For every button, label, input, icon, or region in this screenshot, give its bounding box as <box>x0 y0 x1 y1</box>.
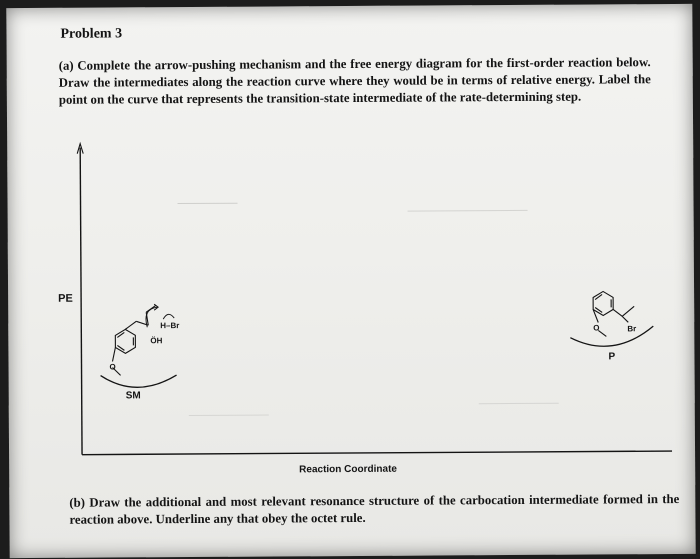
part-b-instructions: (b) Draw the additional and most relevant resonance structure of the carbocation intermediate formed in the reaction above. Underline any that obey the octet rule. <box>69 491 680 527</box>
product-energy-curve <box>570 326 653 346</box>
sm-benzene-ring <box>115 329 135 353</box>
sm-energy-curve <box>101 375 177 387</box>
worksheet-page <box>6 4 695 558</box>
part-a-instructions: (a) Complete the arrow-pushing mechanism and the free energy diagram for the first-order reaction below. Draw the intermediates along the reaction curve where they would be in terms of relative energy. Label the point on the curve that represents the transition-state intermediate of the rate-determining step. <box>58 55 651 107</box>
y-axis <box>80 148 82 455</box>
product-bromide: Br <box>627 324 637 334</box>
x-axis <box>82 451 672 455</box>
problem-title: Problem 3 <box>60 26 123 42</box>
x-axis-label: Reaction Coordinate <box>299 463 397 476</box>
starting-material-label: SM <box>125 390 141 402</box>
product-label: P <box>608 351 616 363</box>
product-ring-oxygen: O <box>593 323 600 333</box>
sm-ring-oxygen: O <box>109 362 116 372</box>
sm-hydroxyl: ÖH <box>150 336 163 346</box>
y-axis-label: PE <box>58 292 73 305</box>
reagent-hbr: H–Br <box>160 321 180 331</box>
curved-arrow-top <box>163 314 174 319</box>
product-benzene-ring <box>593 291 613 315</box>
